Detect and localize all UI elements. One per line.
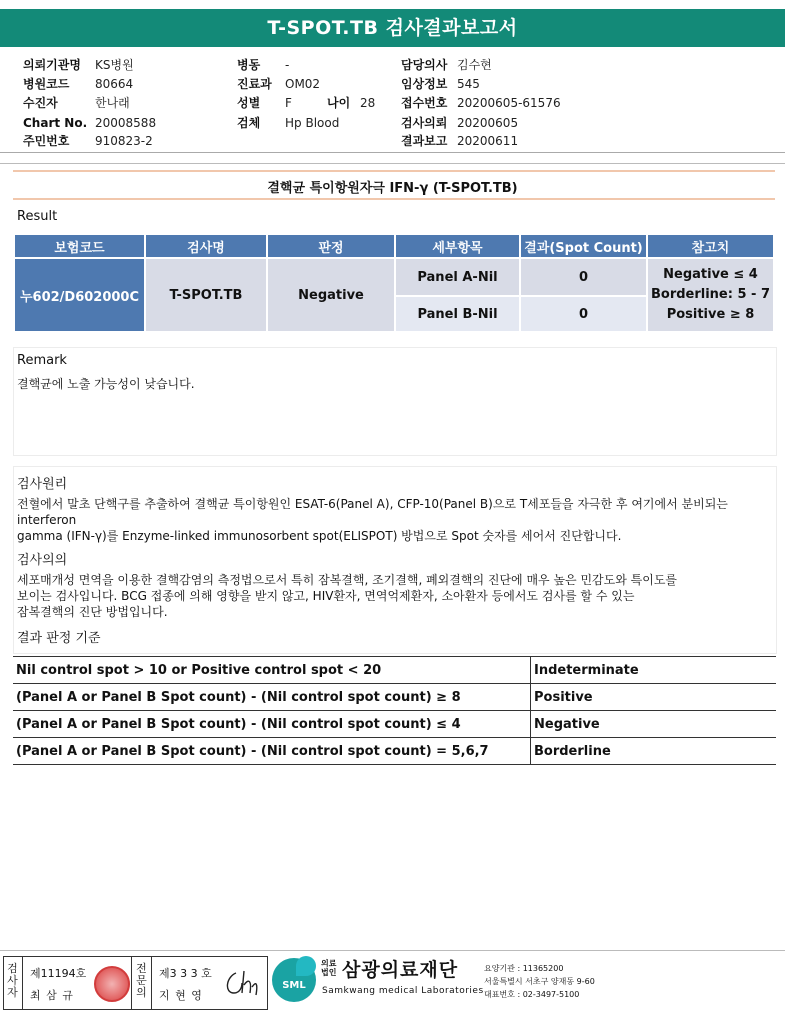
info-ward: 병동 -	[237, 58, 290, 72]
principle-label: 검사원리	[17, 477, 68, 492]
specialist-signature	[222, 967, 262, 999]
reference-range: Negative ≤ 4 Borderline: 5 - 7 Positive ≥ 8	[648, 259, 773, 331]
meaning-line: 잠복결핵의 진단 방법입니다.	[17, 605, 168, 619]
description-box	[13, 466, 777, 654]
examiner-name: 최 삼 규	[30, 989, 74, 1002]
detail-item: Panel A-Nil	[396, 259, 519, 295]
info-resident-no: 주민번호 910823-2	[23, 134, 153, 148]
info-patient-name: 수진자 한나래	[23, 96, 130, 110]
col-header: 참고치	[648, 235, 773, 257]
info-sex: 성별 F 나이 28	[237, 96, 376, 110]
specialist-label: 전문의	[136, 962, 147, 999]
criteria-condition: (Panel A or Panel B Spot count) - (Nil control spot count) ≥ 8	[13, 684, 531, 711]
detail-item: Panel B-Nil	[396, 297, 519, 331]
criteria-result: Positive	[531, 684, 777, 711]
info-chart-no: Chart No. 20008588	[23, 116, 157, 130]
meaning-line: 보이는 검사입니다. BCG 접종에 의해 영향을 받지 않고, HIV환자, 면역억제환자, 소아환자 등에서도 검사를 할 수 있는	[17, 589, 635, 603]
principle-line: interferon	[17, 513, 77, 527]
signature-box	[3, 956, 268, 1010]
examiner-label: 검사자	[7, 962, 18, 999]
principle-line: gamma (IFN-γ)를 Enzyme-linked immunosorbent spot(ELISPOT) 방법으로 Spot 숫자를 세어서 진단합니다.	[17, 529, 622, 543]
specialist-name: 지 현 영	[159, 989, 203, 1002]
result-table	[13, 233, 775, 333]
criteria-condition: (Panel A or Panel B Spot count) - (Nil control spot count) ≤ 4	[13, 711, 531, 738]
criteria-result: Indeterminate	[531, 657, 777, 684]
divider	[13, 170, 775, 172]
info-request-date: 검사의뢰 20200605	[401, 116, 519, 130]
divider	[0, 163, 785, 164]
table-row	[13, 657, 776, 684]
criteria-condition: (Panel A or Panel B Spot count) - (Nil control spot count) = 5,6,7	[13, 738, 531, 765]
remark-text: 결핵균에 노출 가능성이 낮습니다.	[17, 377, 195, 391]
logo-drop-icon	[296, 956, 316, 976]
criteria-result: Borderline	[531, 738, 777, 765]
org-contact: 요양기관 : 11365200 서울특별시 서초구 양재동 9-60 대표번호 : 02-3497-5100	[484, 964, 595, 999]
divider	[131, 957, 132, 1009]
info-institution: 의뢰기관명 KS병원	[23, 58, 134, 72]
divider	[151, 957, 152, 1009]
insurance-code: 누602/D602000C	[15, 259, 144, 331]
criteria-condition: Nil control spot > 10 or Positive control spot < 20	[13, 657, 531, 684]
info-specimen: 검체 Hp Blood	[237, 116, 340, 130]
test-name: T-SPOT.TB	[146, 259, 266, 331]
spot-count: 0	[521, 297, 646, 331]
criteria-result: Negative	[531, 711, 777, 738]
divider	[13, 198, 775, 200]
info-department: 진료과 OM02	[237, 77, 321, 91]
criteria-label: 결과 판정 기준	[17, 631, 101, 646]
remark-label: Remark	[17, 353, 67, 368]
footer-divider	[0, 950, 785, 951]
table-row	[13, 738, 776, 765]
result-label: Result	[17, 209, 58, 224]
info-clinical: 임상정보 545	[401, 77, 480, 91]
specialist-license: 제3 3 3 호	[159, 967, 212, 980]
col-header: 검사명	[146, 235, 266, 257]
col-header: 세부항목	[396, 235, 519, 257]
col-header: 판정	[268, 235, 394, 257]
info-hospital-code: 병원코드 80664	[23, 77, 134, 91]
examiner-seal	[94, 966, 130, 1002]
table-row	[13, 684, 776, 711]
meaning-label: 검사의의	[17, 553, 68, 568]
spot-count: 0	[521, 259, 646, 295]
divider	[22, 957, 23, 1009]
sml-logo-icon: SML	[272, 958, 316, 1002]
meaning-line: 세포매개성 면역을 이용한 결핵감염의 측정법으로서 특히 잠복결핵, 조기결핵, 폐외결핵의 진단에 매우 높은 민감도와 특이도를	[17, 573, 678, 587]
info-doctor: 담당의사 김수현	[401, 58, 492, 72]
col-header: 결과(Spot Count)	[521, 235, 646, 257]
criteria-table	[13, 656, 776, 765]
org-prefix: 의료 법인	[321, 959, 337, 977]
report-title: T-SPOT.TB 검사결과보고서	[0, 9, 785, 47]
org-name: 삼광의료재단	[342, 959, 459, 981]
remark-box	[13, 347, 777, 456]
section-title: 결핵균 특이항원자극 IFN-γ (T-SPOT.TB)	[267, 181, 518, 196]
examiner-license: 제11194호	[30, 967, 87, 980]
col-header: 보험코드	[15, 235, 144, 257]
info-receipt-no: 접수번호 20200605-61576	[401, 96, 561, 110]
info-report-date: 결과보고 20200611	[401, 134, 519, 148]
principle-line: 전혈에서 말초 단핵구를 추출하여 결핵균 특이항원인 ESAT-6(Panel A), CFP-10(Panel B)으로 T세포들을 자극한 후 여기에서 분비되는	[17, 497, 728, 511]
divider	[0, 152, 785, 153]
judgement: Negative	[268, 259, 394, 331]
table-row	[13, 711, 776, 738]
org-english-name: Samkwang medical Laboratories	[322, 986, 484, 996]
